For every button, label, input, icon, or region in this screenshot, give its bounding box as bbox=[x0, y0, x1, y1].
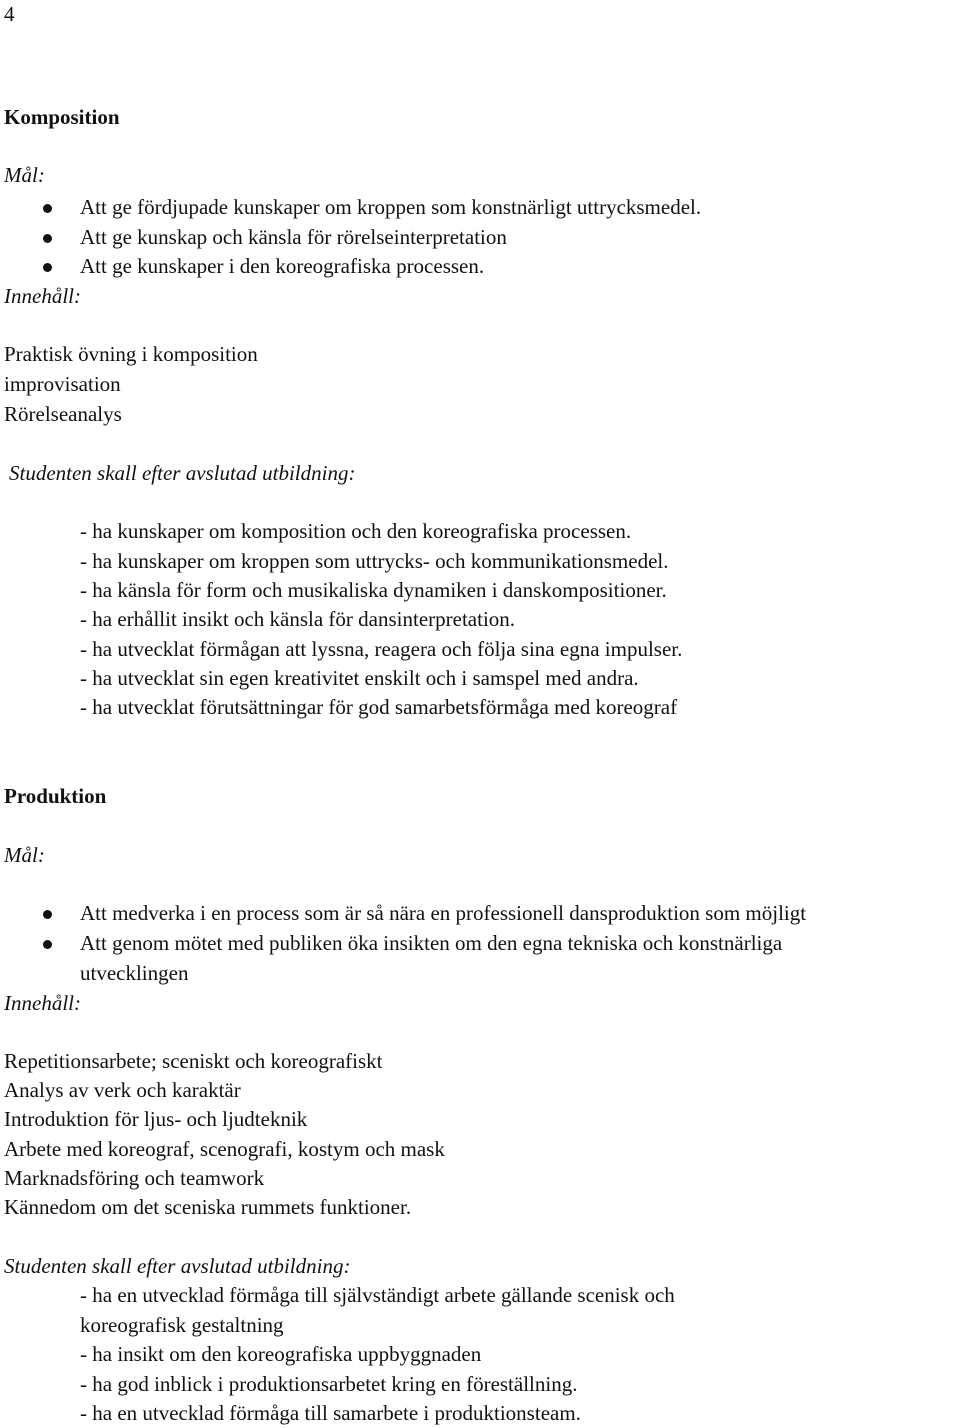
goal-item-continuation: utvecklingen bbox=[80, 961, 189, 985]
content-item: improvisation bbox=[4, 372, 121, 396]
content-item: Introduktion för ljus- och ljudteknik bbox=[4, 1107, 308, 1131]
content-item: Repetitionsarbete; sceniskt och koreografiskt bbox=[4, 1049, 383, 1073]
outcome-item: - ha en utvecklad förmåga till självständigt arbete gällande scenisk och bbox=[80, 1283, 675, 1307]
bullet-icon bbox=[43, 263, 52, 272]
mal-label: Mål: bbox=[4, 163, 45, 187]
content-item: Arbete med koreograf, scenografi, kostym och mask bbox=[4, 1137, 445, 1161]
outcome-item: - ha känsla för form och musikaliska dynamiken i danskompositioner. bbox=[80, 578, 667, 602]
outcome-item: - ha god inblick i produktionsarbetet kring en föreställning. bbox=[80, 1372, 578, 1396]
content-item: Marknadsföring och teamwork bbox=[4, 1166, 265, 1190]
section-heading-komposition: Komposition bbox=[4, 105, 120, 129]
bullet-icon bbox=[43, 910, 52, 919]
innehall-label: Innehåll: bbox=[4, 991, 81, 1015]
innehall-label: Innehåll: bbox=[4, 284, 81, 308]
outcomes-label: Studenten skall efter avslutad utbildning: bbox=[4, 1254, 351, 1278]
bullet-icon bbox=[43, 940, 52, 949]
outcome-item: - ha utvecklat förmågan att lyssna, reagera och följa sina egna impulser. bbox=[80, 637, 683, 661]
mal-label: Mål: bbox=[4, 843, 45, 867]
outcomes-label: Studenten skall efter avslutad utbildning: bbox=[9, 461, 356, 485]
page-number: 4 bbox=[4, 2, 15, 26]
goal-item: Att ge kunskap och känsla för rörelseinterpretation bbox=[80, 225, 507, 249]
content-item: Analys av verk och karaktär bbox=[4, 1078, 241, 1102]
outcome-item: - ha en utvecklad förmåga till samarbete i produktionsteam. bbox=[80, 1401, 581, 1425]
outcome-item: - ha erhållit insikt och känsla för dansinterpretation. bbox=[80, 607, 516, 631]
outcome-item-continuation: koreografisk gestaltning bbox=[80, 1313, 284, 1337]
goal-item: Att genom mötet med publiken öka insikten om den egna tekniska och konstnärliga bbox=[80, 931, 783, 955]
goal-item: Att ge kunskaper i den koreografiska processen. bbox=[80, 254, 485, 278]
outcome-item: - ha kunskaper om kroppen som uttrycks- och kommunikationsmedel. bbox=[80, 549, 669, 573]
content-item: Rörelseanalys bbox=[4, 402, 122, 426]
outcome-item: - ha utvecklat sin egen kreativitet enskilt och i samspel med andra. bbox=[80, 666, 639, 690]
outcome-item: - ha kunskaper om komposition och den koreografiska processen. bbox=[80, 519, 632, 543]
outcome-item: - ha insikt om den koreografiska uppbyggnaden bbox=[80, 1342, 482, 1366]
goal-item: Att ge fördjupade kunskaper om kroppen som konstnärligt uttrycksmedel. bbox=[80, 195, 702, 219]
content-item: Praktisk övning i komposition bbox=[4, 342, 258, 366]
bullet-icon bbox=[43, 204, 52, 213]
outcome-item: - ha utvecklat förutsättningar för god samarbetsförmåga med koreograf bbox=[80, 695, 678, 719]
section-heading-produktion: Produktion bbox=[4, 784, 107, 808]
content-item: Kännedom om det sceniska rummets funktioner. bbox=[4, 1195, 412, 1219]
bullet-icon bbox=[43, 234, 52, 243]
goal-item: Att medverka i en process som är så nära en professionell dansproduktion som möjligt bbox=[80, 901, 807, 925]
